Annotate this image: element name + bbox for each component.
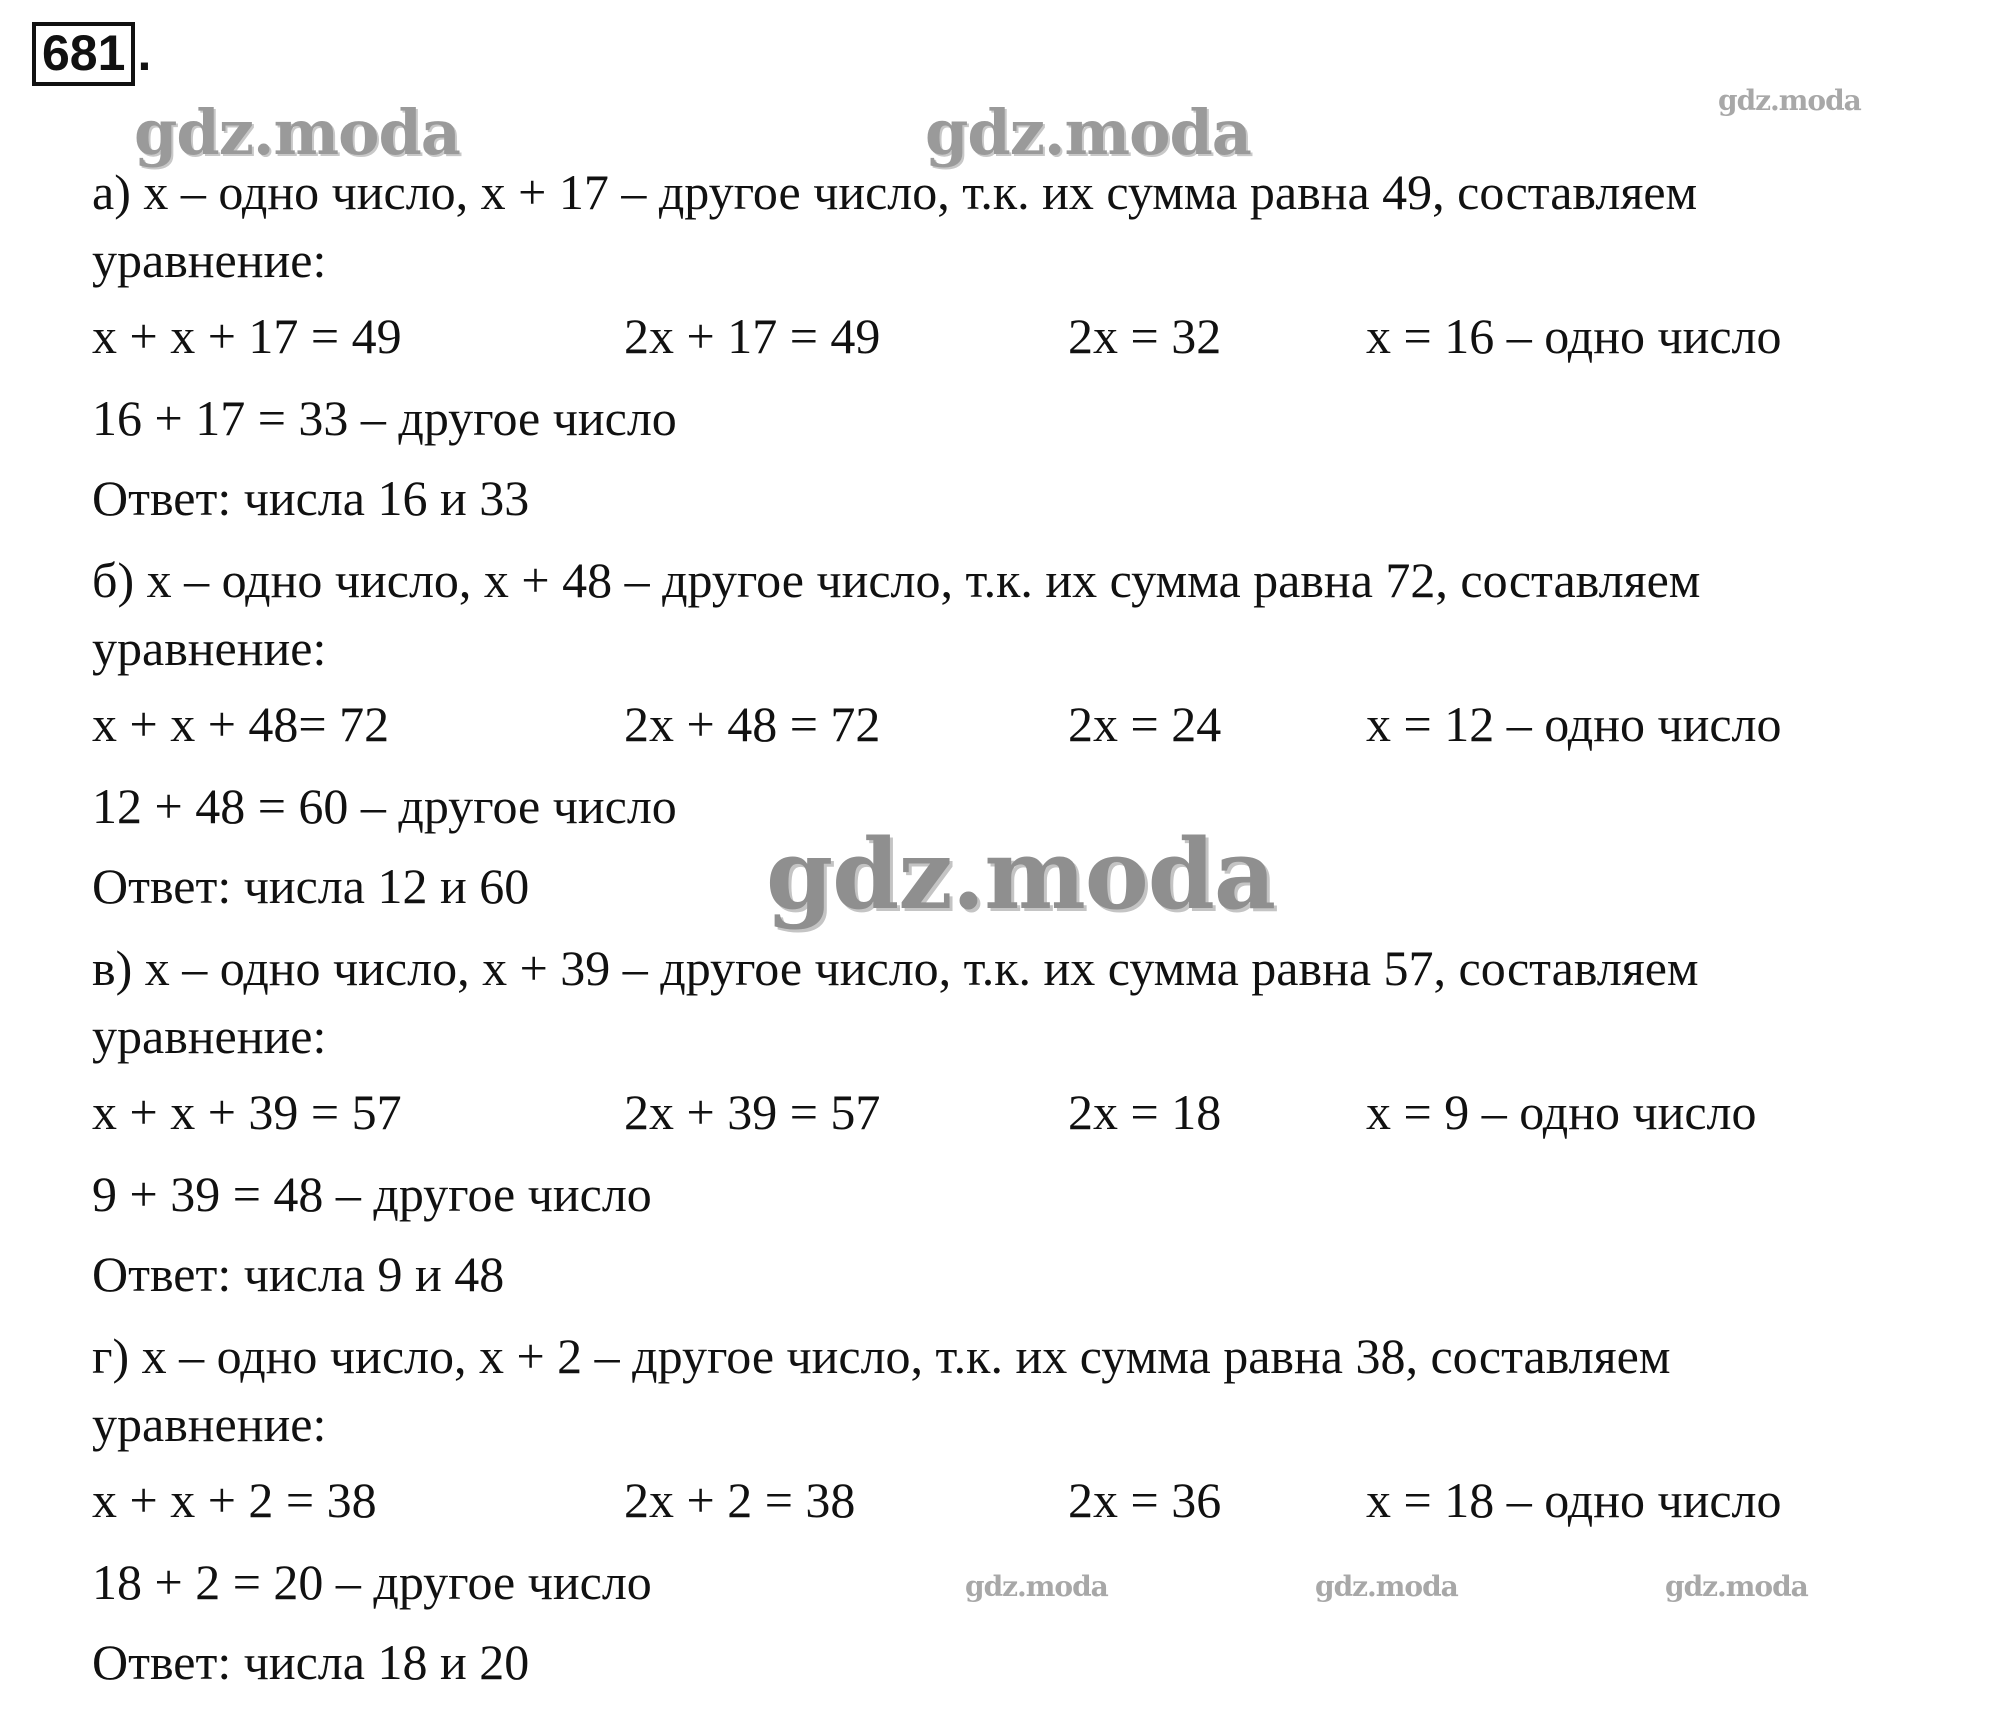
part-a-equation-1: х + х + 17 = 49 — [92, 308, 402, 364]
part-b-equation-3: 2х = 24 — [1068, 696, 1222, 752]
watermark-bottom-2: gdz.moda — [1315, 1570, 1458, 1603]
part-c-equation-3: 2х = 18 — [1068, 1084, 1222, 1140]
problem-number-box: 681 — [32, 22, 135, 86]
part-b-statement-cont: уравнение: — [92, 620, 327, 676]
watermark-middle: gdz.moda — [766, 818, 1276, 931]
part-c-other-number: 9 + 39 = 48 – другое число — [92, 1166, 652, 1222]
part-a-equation-4: х = 16 – одно число — [1366, 308, 1782, 364]
part-d-other-number: 18 + 2 = 20 – другое число — [92, 1554, 652, 1610]
part-b-other-number: 12 + 48 = 60 – другое число — [92, 778, 677, 834]
part-d-equation-2: 2х + 2 = 38 — [624, 1472, 856, 1528]
watermark-bottom-1: gdz.moda — [965, 1570, 1108, 1603]
watermark-top-left: gdz.moda — [134, 96, 460, 169]
part-d-equation-1: х + х + 2 = 38 — [92, 1472, 377, 1528]
part-c-equation-4: х = 9 – одно число — [1366, 1084, 1757, 1140]
part-c-answer: Ответ: числа 9 и 48 — [92, 1246, 505, 1302]
part-d-statement: г) х – одно число, х + 2 – другое число, т.к. их сумма равна 38, составляем — [92, 1328, 1671, 1384]
part-a-statement-cont: уравнение: — [92, 232, 327, 288]
part-c-equation-2: 2х + 39 = 57 — [624, 1084, 881, 1140]
part-a-answer: Ответ: числа 16 и 33 — [92, 470, 530, 526]
part-a-equation-2: 2х + 17 = 49 — [624, 308, 881, 364]
part-a-equation-3: 2х = 32 — [1068, 308, 1222, 364]
part-d-statement-cont: уравнение: — [92, 1396, 327, 1452]
part-b-statement: б) х – одно число, х + 48 – другое число, т.к. их сумма равна 72, составляем — [92, 552, 1701, 608]
part-b-answer: Ответ: числа 12 и 60 — [92, 858, 530, 914]
problem-number — [32, 22, 151, 86]
part-b-equation-4: х = 12 – одно число — [1366, 696, 1782, 752]
part-a-other-number: 16 + 17 = 33 – другое число — [92, 390, 677, 446]
part-d-equation-3: 2х = 36 — [1068, 1472, 1222, 1528]
problem-number-dot: . — [137, 25, 152, 81]
watermark-top-center: gdz.moda — [925, 96, 1251, 169]
part-d-equation-4: х = 18 – одно число — [1366, 1472, 1782, 1528]
part-c-equation-1: х + х + 39 = 57 — [92, 1084, 402, 1140]
part-a-statement: а) х – одно число, х + 17 – другое число, т.к. их сумма равна 49, составляем — [92, 164, 1698, 220]
watermark-bottom-3: gdz.moda — [1665, 1570, 1808, 1603]
part-c-statement: в) х – одно число, х + 39 – другое число, т.к. их сумма равна 57, составляем — [92, 940, 1699, 996]
part-d-answer: Ответ: числа 18 и 20 — [92, 1634, 530, 1690]
part-b-equation-1: х + х + 48= 72 — [92, 696, 390, 752]
part-b-equation-2: 2х + 48 = 72 — [624, 696, 881, 752]
part-c-statement-cont: уравнение: — [92, 1008, 327, 1064]
watermark-top-right: gdz.moda — [1718, 84, 1861, 117]
